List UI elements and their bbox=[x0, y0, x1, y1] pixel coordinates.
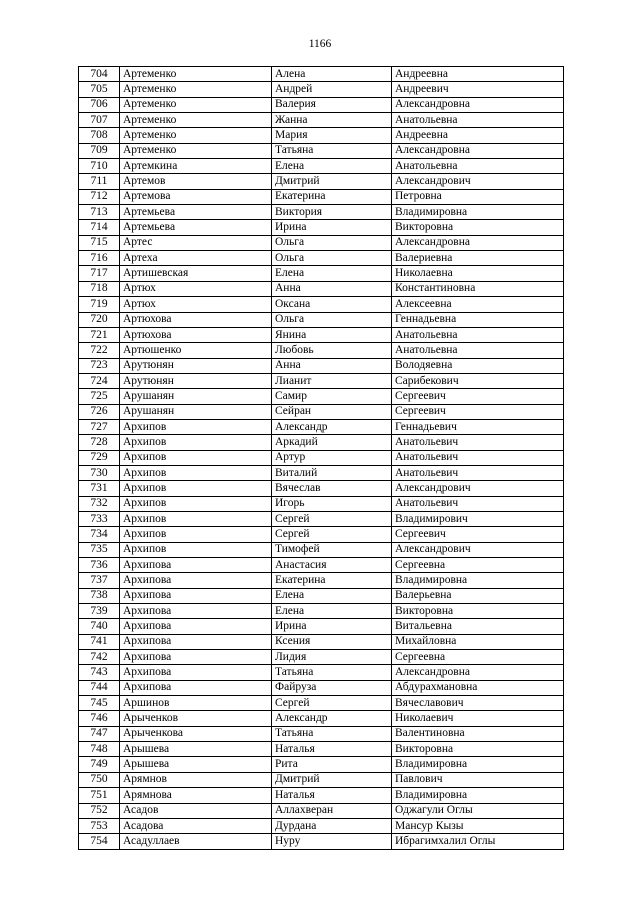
first-name-cell: Артур bbox=[272, 450, 392, 465]
last-name-cell: Арыченкова bbox=[120, 726, 272, 741]
patronymic-cell: Анатольевич bbox=[392, 435, 564, 450]
last-name-cell: Архипов bbox=[120, 527, 272, 542]
row-number-cell: 726 bbox=[79, 404, 120, 419]
row-number-cell: 706 bbox=[79, 97, 120, 112]
table-row bbox=[79, 604, 564, 619]
first-name-cell: Дмитрий bbox=[272, 772, 392, 787]
last-name-cell: Артеменко bbox=[120, 143, 272, 158]
table-row bbox=[79, 665, 564, 680]
last-name-cell: Архипов bbox=[120, 496, 272, 511]
patronymic-cell: Анатольевна bbox=[392, 327, 564, 342]
last-name-cell: Артеменко bbox=[120, 67, 272, 82]
first-name-cell: Виктория bbox=[272, 205, 392, 220]
last-name-cell: Артес bbox=[120, 235, 272, 250]
last-name-cell: Архипов bbox=[120, 450, 272, 465]
last-name-cell: Архипова bbox=[120, 665, 272, 680]
row-number-cell: 719 bbox=[79, 297, 120, 312]
first-name-cell: Янина bbox=[272, 327, 392, 342]
patronymic-cell: Вячеславович bbox=[392, 696, 564, 711]
first-name-cell: Елена bbox=[272, 604, 392, 619]
row-number-cell: 709 bbox=[79, 143, 120, 158]
table-row bbox=[79, 742, 564, 757]
row-number-cell: 707 bbox=[79, 113, 120, 128]
table-row bbox=[79, 757, 564, 772]
table-row bbox=[79, 818, 564, 833]
first-name-cell: Алена bbox=[272, 67, 392, 82]
table-row bbox=[79, 143, 564, 158]
table-row bbox=[79, 205, 564, 220]
row-number-cell: 745 bbox=[79, 696, 120, 711]
row-number-cell: 720 bbox=[79, 312, 120, 327]
table-row bbox=[79, 327, 564, 342]
table-row bbox=[79, 189, 564, 204]
row-number-cell: 734 bbox=[79, 527, 120, 542]
table-row bbox=[79, 128, 564, 143]
last-name-cell: Арышева bbox=[120, 757, 272, 772]
row-number-cell: 750 bbox=[79, 772, 120, 787]
patronymic-cell: Александрович bbox=[392, 542, 564, 557]
row-number-cell: 728 bbox=[79, 435, 120, 450]
last-name-cell: Асадова bbox=[120, 818, 272, 833]
patronymic-cell: Витальевна bbox=[392, 619, 564, 634]
patronymic-cell: Викторовна bbox=[392, 604, 564, 619]
table-row bbox=[79, 558, 564, 573]
patronymic-cell: Александровна bbox=[392, 97, 564, 112]
row-number-cell: 748 bbox=[79, 742, 120, 757]
row-number-cell: 747 bbox=[79, 726, 120, 741]
table-row bbox=[79, 281, 564, 296]
last-name-cell: Артемов bbox=[120, 174, 272, 189]
last-name-cell: Архипова bbox=[120, 650, 272, 665]
row-number-cell: 754 bbox=[79, 834, 120, 849]
row-number-cell: 710 bbox=[79, 159, 120, 174]
last-name-cell: Архипова bbox=[120, 604, 272, 619]
table-row bbox=[79, 358, 564, 373]
row-number-cell: 713 bbox=[79, 205, 120, 220]
table-row bbox=[79, 389, 564, 404]
first-name-cell: Оксана bbox=[272, 297, 392, 312]
patronymic-cell: Ибрагимхалил Оглы bbox=[392, 834, 564, 849]
last-name-cell: Артюхова bbox=[120, 327, 272, 342]
patronymic-cell: Павлович bbox=[392, 772, 564, 787]
first-name-cell: Екатерина bbox=[272, 189, 392, 204]
last-name-cell: Архипова bbox=[120, 558, 272, 573]
row-number-cell: 729 bbox=[79, 450, 120, 465]
last-name-cell: Архипов bbox=[120, 511, 272, 526]
first-name-cell: Жанна bbox=[272, 113, 392, 128]
row-number-cell: 743 bbox=[79, 665, 120, 680]
table-row bbox=[79, 159, 564, 174]
last-name-cell: Арыченков bbox=[120, 711, 272, 726]
table-row bbox=[79, 220, 564, 235]
last-name-cell: Архипова bbox=[120, 588, 272, 603]
row-number-cell: 723 bbox=[79, 358, 120, 373]
patronymic-cell: Александрович bbox=[392, 174, 564, 189]
first-name-cell: Тимофей bbox=[272, 542, 392, 557]
first-name-cell: Ольга bbox=[272, 235, 392, 250]
table-row bbox=[79, 573, 564, 588]
table-row bbox=[79, 650, 564, 665]
table-row bbox=[79, 235, 564, 250]
table-row bbox=[79, 174, 564, 189]
first-name-cell: Татьяна bbox=[272, 665, 392, 680]
first-name-cell: Самир bbox=[272, 389, 392, 404]
patronymic-cell: Анатольевна bbox=[392, 343, 564, 358]
patronymic-cell: Анатольевна bbox=[392, 159, 564, 174]
last-name-cell: Арутюнян bbox=[120, 373, 272, 388]
first-name-cell: Ирина bbox=[272, 619, 392, 634]
row-number-cell: 715 bbox=[79, 235, 120, 250]
row-number-cell: 708 bbox=[79, 128, 120, 143]
table-row bbox=[79, 297, 564, 312]
table-row bbox=[79, 113, 564, 128]
last-name-cell: Архипова bbox=[120, 680, 272, 695]
last-name-cell: Асадуллаев bbox=[120, 834, 272, 849]
table-row bbox=[79, 481, 564, 496]
last-name-cell: Архипов bbox=[120, 481, 272, 496]
last-name-cell: Арямнов bbox=[120, 772, 272, 787]
table-row bbox=[79, 435, 564, 450]
patronymic-cell: Николаевич bbox=[392, 711, 564, 726]
last-name-cell: Аршинов bbox=[120, 696, 272, 711]
first-name-cell: Любовь bbox=[272, 343, 392, 358]
first-name-cell: Сергей bbox=[272, 511, 392, 526]
table-row bbox=[79, 726, 564, 741]
patronymic-cell: Андреевна bbox=[392, 67, 564, 82]
table-row bbox=[79, 588, 564, 603]
row-number-cell: 751 bbox=[79, 788, 120, 803]
row-number-cell: 711 bbox=[79, 174, 120, 189]
table-row bbox=[79, 266, 564, 281]
patronymic-cell: Анатольевич bbox=[392, 496, 564, 511]
patronymic-cell: Николаевна bbox=[392, 266, 564, 281]
first-name-cell: Файруза bbox=[272, 680, 392, 695]
first-name-cell: Дурдана bbox=[272, 818, 392, 833]
last-name-cell: Артеха bbox=[120, 251, 272, 266]
roster-table bbox=[78, 66, 564, 850]
first-name-cell: Елена bbox=[272, 588, 392, 603]
first-name-cell: Ольга bbox=[272, 251, 392, 266]
row-number-cell: 749 bbox=[79, 757, 120, 772]
patronymic-cell: Александровна bbox=[392, 665, 564, 680]
last-name-cell: Архипова bbox=[120, 573, 272, 588]
row-number-cell: 712 bbox=[79, 189, 120, 204]
row-number-cell: 746 bbox=[79, 711, 120, 726]
row-number-cell: 739 bbox=[79, 604, 120, 619]
row-number-cell: 741 bbox=[79, 634, 120, 649]
row-number-cell: 738 bbox=[79, 588, 120, 603]
patronymic-cell: Александрович bbox=[392, 481, 564, 496]
table-row bbox=[79, 527, 564, 542]
last-name-cell: Арямнова bbox=[120, 788, 272, 803]
table-row bbox=[79, 251, 564, 266]
table-row bbox=[79, 696, 564, 711]
table-row bbox=[79, 772, 564, 787]
patronymic-cell: Анатольевна bbox=[392, 113, 564, 128]
patronymic-cell: Оджагули Оглы bbox=[392, 803, 564, 818]
first-name-cell: Анна bbox=[272, 281, 392, 296]
last-name-cell: Арушанян bbox=[120, 404, 272, 419]
patronymic-cell: Анатольевич bbox=[392, 450, 564, 465]
patronymic-cell: Володяевна bbox=[392, 358, 564, 373]
table-row bbox=[79, 680, 564, 695]
last-name-cell: Артюх bbox=[120, 297, 272, 312]
patronymic-cell: Геннадьевна bbox=[392, 312, 564, 327]
first-name-cell: Ксения bbox=[272, 634, 392, 649]
last-name-cell: Артюшенко bbox=[120, 343, 272, 358]
last-name-cell: Архипов bbox=[120, 465, 272, 480]
table-row bbox=[79, 419, 564, 434]
table-row bbox=[79, 496, 564, 511]
row-number-cell: 722 bbox=[79, 343, 120, 358]
last-name-cell: Артюхова bbox=[120, 312, 272, 327]
table-row bbox=[79, 67, 564, 82]
patronymic-cell: Александровна bbox=[392, 143, 564, 158]
first-name-cell: Андрей bbox=[272, 82, 392, 97]
last-name-cell: Архипов bbox=[120, 435, 272, 450]
patronymic-cell: Андреевич bbox=[392, 82, 564, 97]
table-row bbox=[79, 511, 564, 526]
last-name-cell: Артеменко bbox=[120, 97, 272, 112]
page-number: 1166 bbox=[308, 38, 332, 50]
first-name-cell: Анна bbox=[272, 358, 392, 373]
last-name-cell: Арышева bbox=[120, 742, 272, 757]
first-name-cell: Наталья bbox=[272, 742, 392, 757]
row-number-cell: 731 bbox=[79, 481, 120, 496]
first-name-cell: Ольга bbox=[272, 312, 392, 327]
row-number-cell: 716 bbox=[79, 251, 120, 266]
patronymic-cell: Сергеевич bbox=[392, 404, 564, 419]
first-name-cell: Мария bbox=[272, 128, 392, 143]
last-name-cell: Архипова bbox=[120, 634, 272, 649]
patronymic-cell: Сарибекович bbox=[392, 373, 564, 388]
patronymic-cell: Константиновна bbox=[392, 281, 564, 296]
row-number-cell: 735 bbox=[79, 542, 120, 557]
row-number-cell: 725 bbox=[79, 389, 120, 404]
first-name-cell: Анастасия bbox=[272, 558, 392, 573]
last-name-cell: Артюх bbox=[120, 281, 272, 296]
row-number-cell: 732 bbox=[79, 496, 120, 511]
patronymic-cell: Владимировна bbox=[392, 205, 564, 220]
last-name-cell: Асадов bbox=[120, 803, 272, 818]
table-row bbox=[79, 634, 564, 649]
last-name-cell: Артеменко bbox=[120, 82, 272, 97]
table-row bbox=[79, 97, 564, 112]
first-name-cell: Дмитрий bbox=[272, 174, 392, 189]
first-name-cell: Аллахверан bbox=[272, 803, 392, 818]
first-name-cell: Лидия bbox=[272, 650, 392, 665]
patronymic-cell: Валерьевна bbox=[392, 588, 564, 603]
row-number-cell: 724 bbox=[79, 373, 120, 388]
patronymic-cell: Мансур Кызы bbox=[392, 818, 564, 833]
row-number-cell: 730 bbox=[79, 465, 120, 480]
last-name-cell: Артемьева bbox=[120, 220, 272, 235]
patronymic-cell: Геннадьевич bbox=[392, 419, 564, 434]
table-row bbox=[79, 373, 564, 388]
table-row bbox=[79, 711, 564, 726]
last-name-cell: Артемова bbox=[120, 189, 272, 204]
patronymic-cell: Александровна bbox=[392, 235, 564, 250]
table-row bbox=[79, 542, 564, 557]
first-name-cell: Рита bbox=[272, 757, 392, 772]
row-number-cell: 752 bbox=[79, 803, 120, 818]
first-name-cell: Вячеслав bbox=[272, 481, 392, 496]
table-row bbox=[79, 803, 564, 818]
row-number-cell: 733 bbox=[79, 511, 120, 526]
row-number-cell: 727 bbox=[79, 419, 120, 434]
first-name-cell: Александр bbox=[272, 711, 392, 726]
table-row bbox=[79, 450, 564, 465]
first-name-cell: Нуру bbox=[272, 834, 392, 849]
row-number-cell: 718 bbox=[79, 281, 120, 296]
patronymic-cell: Михайловна bbox=[392, 634, 564, 649]
first-name-cell: Наталья bbox=[272, 788, 392, 803]
first-name-cell: Сергей bbox=[272, 527, 392, 542]
row-number-cell: 717 bbox=[79, 266, 120, 281]
last-name-cell: Артемкина bbox=[120, 159, 272, 174]
patronymic-cell: Сергеевич bbox=[392, 389, 564, 404]
row-number-cell: 737 bbox=[79, 573, 120, 588]
row-number-cell: 721 bbox=[79, 327, 120, 342]
last-name-cell: Артеменко bbox=[120, 128, 272, 143]
first-name-cell: Виталий bbox=[272, 465, 392, 480]
roster-table-body bbox=[79, 67, 564, 850]
first-name-cell: Игорь bbox=[272, 496, 392, 511]
row-number-cell: 740 bbox=[79, 619, 120, 634]
row-number-cell: 705 bbox=[79, 82, 120, 97]
last-name-cell: Архипов bbox=[120, 419, 272, 434]
patronymic-cell: Владимирович bbox=[392, 511, 564, 526]
row-number-cell: 744 bbox=[79, 680, 120, 695]
last-name-cell: Арутюнян bbox=[120, 358, 272, 373]
first-name-cell: Сергей bbox=[272, 696, 392, 711]
patronymic-cell: Петровна bbox=[392, 189, 564, 204]
table-row bbox=[79, 343, 564, 358]
patronymic-cell: Алексеевна bbox=[392, 297, 564, 312]
first-name-cell: Татьяна bbox=[272, 143, 392, 158]
last-name-cell: Артемьева bbox=[120, 205, 272, 220]
first-name-cell: Ирина bbox=[272, 220, 392, 235]
patronymic-cell: Владимировна bbox=[392, 573, 564, 588]
patronymic-cell: Валентиновна bbox=[392, 726, 564, 741]
first-name-cell: Елена bbox=[272, 266, 392, 281]
patronymic-cell: Владимировна bbox=[392, 757, 564, 772]
first-name-cell: Екатерина bbox=[272, 573, 392, 588]
first-name-cell: Валерия bbox=[272, 97, 392, 112]
table-row bbox=[79, 834, 564, 849]
first-name-cell: Александр bbox=[272, 419, 392, 434]
patronymic-cell: Абдурахмановна bbox=[392, 680, 564, 695]
row-number-cell: 753 bbox=[79, 818, 120, 833]
last-name-cell: Архипова bbox=[120, 619, 272, 634]
patronymic-cell: Сергеевна bbox=[392, 558, 564, 573]
first-name-cell: Сейран bbox=[272, 404, 392, 419]
patronymic-cell: Валериевна bbox=[392, 251, 564, 266]
table-row bbox=[79, 404, 564, 419]
row-number-cell: 736 bbox=[79, 558, 120, 573]
table-row bbox=[79, 619, 564, 634]
patronymic-cell: Сергеевич bbox=[392, 527, 564, 542]
patronymic-cell: Владимировна bbox=[392, 788, 564, 803]
first-name-cell: Лианит bbox=[272, 373, 392, 388]
patronymic-cell: Андреевна bbox=[392, 128, 564, 143]
patronymic-cell: Викторовна bbox=[392, 742, 564, 757]
last-name-cell: Артишевская bbox=[120, 266, 272, 281]
row-number-cell: 742 bbox=[79, 650, 120, 665]
last-name-cell: Артеменко bbox=[120, 113, 272, 128]
patronymic-cell: Сергеевна bbox=[392, 650, 564, 665]
table-row bbox=[79, 465, 564, 480]
table-row bbox=[79, 82, 564, 97]
first-name-cell: Татьяна bbox=[272, 726, 392, 741]
row-number-cell: 714 bbox=[79, 220, 120, 235]
row-number-cell: 704 bbox=[79, 67, 120, 82]
last-name-cell: Архипов bbox=[120, 542, 272, 557]
last-name-cell: Арушанян bbox=[120, 389, 272, 404]
first-name-cell: Аркадий bbox=[272, 435, 392, 450]
first-name-cell: Елена bbox=[272, 159, 392, 174]
patronymic-cell: Анатольевич bbox=[392, 465, 564, 480]
table-row bbox=[79, 788, 564, 803]
table-row bbox=[79, 312, 564, 327]
patronymic-cell: Викторовна bbox=[392, 220, 564, 235]
